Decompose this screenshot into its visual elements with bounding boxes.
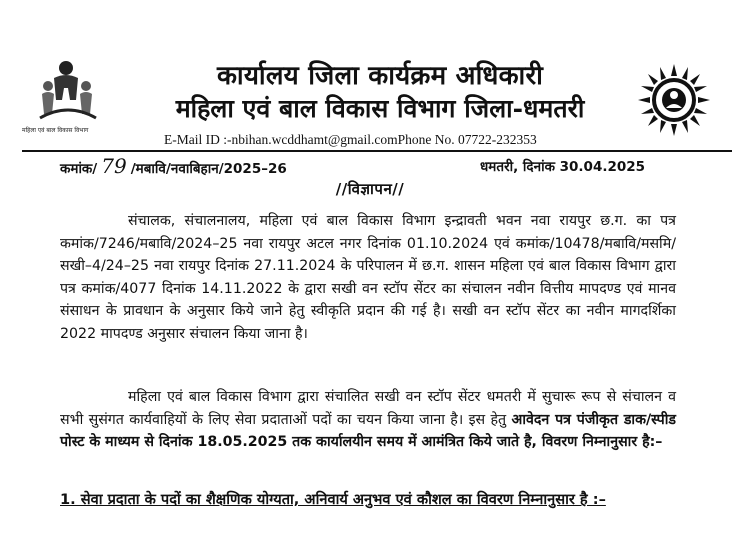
reference-number: [60, 154, 287, 178]
paragraph-2-bold-text: आवेदन पत्र पंजीकृत डाक/स्पीड पोस्ट के माध्यम से दिनांक 18.05.2025 तक कार्यालयीन समय में आमंत्रित किये जाते है, विवरण निम्नानुसार है:–: [60, 411, 677, 451]
paragraph-1-text: संचालक, संचालनालय, महिला एवं बाल विकास विभाग इन्द्रावती भवन नवा रायपुर छ.ग. का पत्र कमांक/7246/मबावि/2024–25 नवा रायपुर अटल नगर दिनांक 01.10.2024 एवं कमांक/10478/मबावि/मसमि/सखी–4/24–25 नवा रायपुर दिनांक 27.11.2024 के परिपालन में छ.ग. शासन महिला एवं बाल विकास विभाग द्वारा पत्र कमांक/4077 दिनांक 14.11.2022 के द्वारा सखी वन स्टॉप सेंटर का संचालन नवीन वित्तीय मापदण्ड एवं मानव संसाधन के प्रावधान के अनुसार किये जाने हेतु स्वीकृति प्रदान की गई है। सखी वन स्टॉप सेंटर का नवीन मागदर्शिका 2022 मापदण्ड अनुसार संचालन किया जाना है।: [60, 213, 676, 342]
contact-line: E-Mail ID :-nbihan.wcddhamt@gmail.comPhone No. 07722-232353: [164, 132, 537, 147]
body-paragraph-1: [60, 210, 676, 346]
paragraph-2-text: महिला एवं बाल विकास विभाग द्वारा संचालित सखी वन स्टॉप सेंटर धमतरी में सुचारू रूप से संचालन व सभी सुसंगत कार्यवाहियों के लिए सेवा प्रदाताओं पदों का चयन किया जाना है। इस हेतु: [60, 389, 676, 428]
point-1-heading: 1. सेवा प्रदाता के पदों का शैक्षणिक योग्यता, अनिवार्य अनुभव एवं कौशल का विवरण निम्नानुसार है :–: [60, 491, 606, 508]
government-seal: [636, 62, 712, 138]
logo-caption: महिला एवं बाल विकास विभाग: [22, 127, 89, 134]
handwritten-number: 79: [101, 154, 127, 178]
header-divider: [22, 150, 732, 152]
family-emblem-icon: [36, 58, 100, 124]
reference-prefix: कमांक/: [60, 161, 98, 177]
department-logo: [22, 58, 114, 138]
office-title: कार्यालय जिला कार्यक्रम अधिकारी: [216, 61, 544, 91]
reference-suffix: /मबावि/नवाबिहान/2025–26: [130, 161, 287, 177]
sun-emblem-icon: [636, 62, 712, 138]
advertisement-heading: //विज्ञापन//: [335, 180, 405, 198]
body-paragraph-2: [60, 386, 676, 454]
department-title: महिला एवं बाल विकास विभाग जिला-धमतरी: [175, 94, 585, 123]
place-date: धमतरी, दिनांक 30.04.2025: [480, 159, 646, 175]
